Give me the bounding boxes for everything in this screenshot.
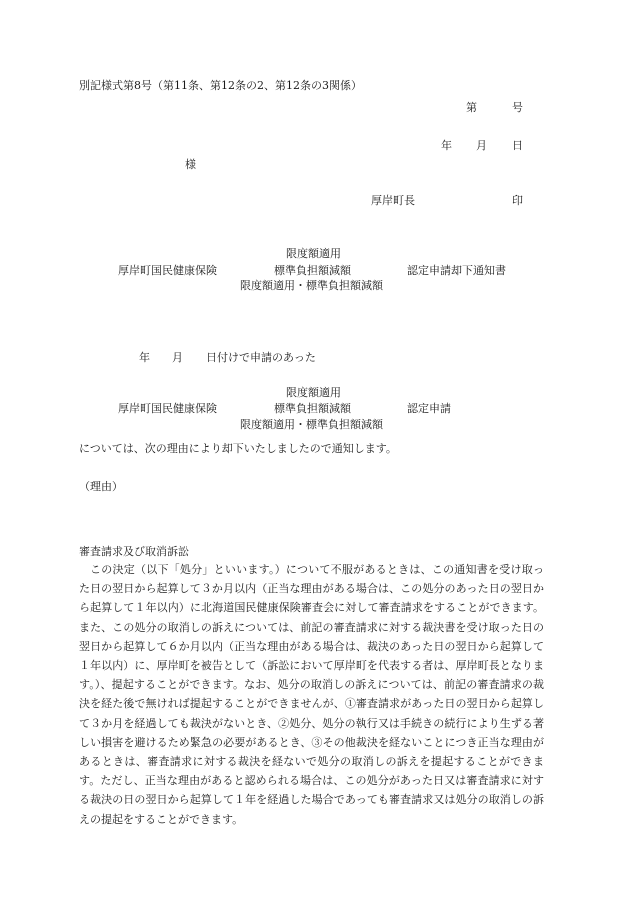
appeal-heading: 審査請求及び取消訴訟 — [79, 545, 189, 558]
application-option-1: 限度額適用 — [286, 386, 341, 399]
document-number-dai: 第 — [466, 101, 477, 114]
title-insurance: 厚岸町国民健康保険 — [118, 264, 217, 277]
application-date-phrase: 日付けで申請のあった — [206, 351, 316, 364]
title-option-3: 限度額適用・標準負担額減額 — [240, 279, 383, 292]
issue-date-day: 日 — [512, 139, 523, 152]
seal-mark: 印 — [512, 194, 523, 207]
application-option-3: 限度額適用・標準負担額減額 — [240, 418, 383, 431]
appeal-body: この決定（以下「処分」といいます。）について不服があるときは、この通知書を受け取った日の翌日から起算して３か月以内（正当な理由がある場合は、この処分のあった日の翌日から起算して１年以内）に北海道国民健康保険審査会に対して審査請求をすることができます。また、この処分の取消しの訴えについては、前記の審査請求に対する裁決書を受け取った日の翌日から起算して６か月以内（正当な理由がある場合は、裁決のあった日の翌日から起算して１年以内）に、厚岸町を被告として（訴訟において厚岸町を代表する者は、厚岸町長となります。）、提起することができます。なお、処分の取消しの訴えについては、前記の審査請求の裁決を経た後で無ければ提起することができませんが、①審査請求があった日の翌日から起算して３か月を経過しても裁決がないとき、②処分、処分の執行又は手続きの続行により生ずる著しい損害を避けるため緊急の必要があるとき、③その他裁決を経ないことにつき正当な理由があるときは、審査請求に対する裁決を経ないで処分の取消しの訴えを提起することができます。ただし、正当な理由があると認められる場合は、この処分があった日又は審査請求に対する裁決の日の翌日から起算して１年を経過した場合であっても審査請求又は処分の取消しの訴えの提起をすることができます。 — [79, 563, 544, 826]
addressee-sama: 様 — [185, 158, 196, 171]
reason-label: （理由） — [79, 480, 123, 493]
form-label: 別記様式第8号（第11条、第12条の2、第12条の3関係） — [79, 79, 362, 92]
application-insurance: 厚岸町国民健康保険 — [118, 402, 217, 415]
application-month: 月 — [172, 351, 183, 364]
issue-date-year: 年 — [441, 139, 452, 152]
application-option-2: 標準負担額減額 — [274, 402, 351, 415]
title-option-1: 限度額適用 — [286, 247, 341, 260]
notice-sentence: については、次の理由により却下いたしましたので通知します。 — [79, 442, 397, 455]
title-suffix: 認定申請却下通知書 — [407, 264, 506, 277]
issue-date-month: 月 — [476, 139, 487, 152]
application-suffix: 認定申請 — [407, 402, 451, 415]
application-year: 年 — [139, 351, 150, 364]
document-number-go: 号 — [512, 101, 523, 114]
title-option-2: 標準負担額減額 — [274, 264, 351, 277]
issuer-name: 厚岸町長 — [371, 194, 415, 207]
